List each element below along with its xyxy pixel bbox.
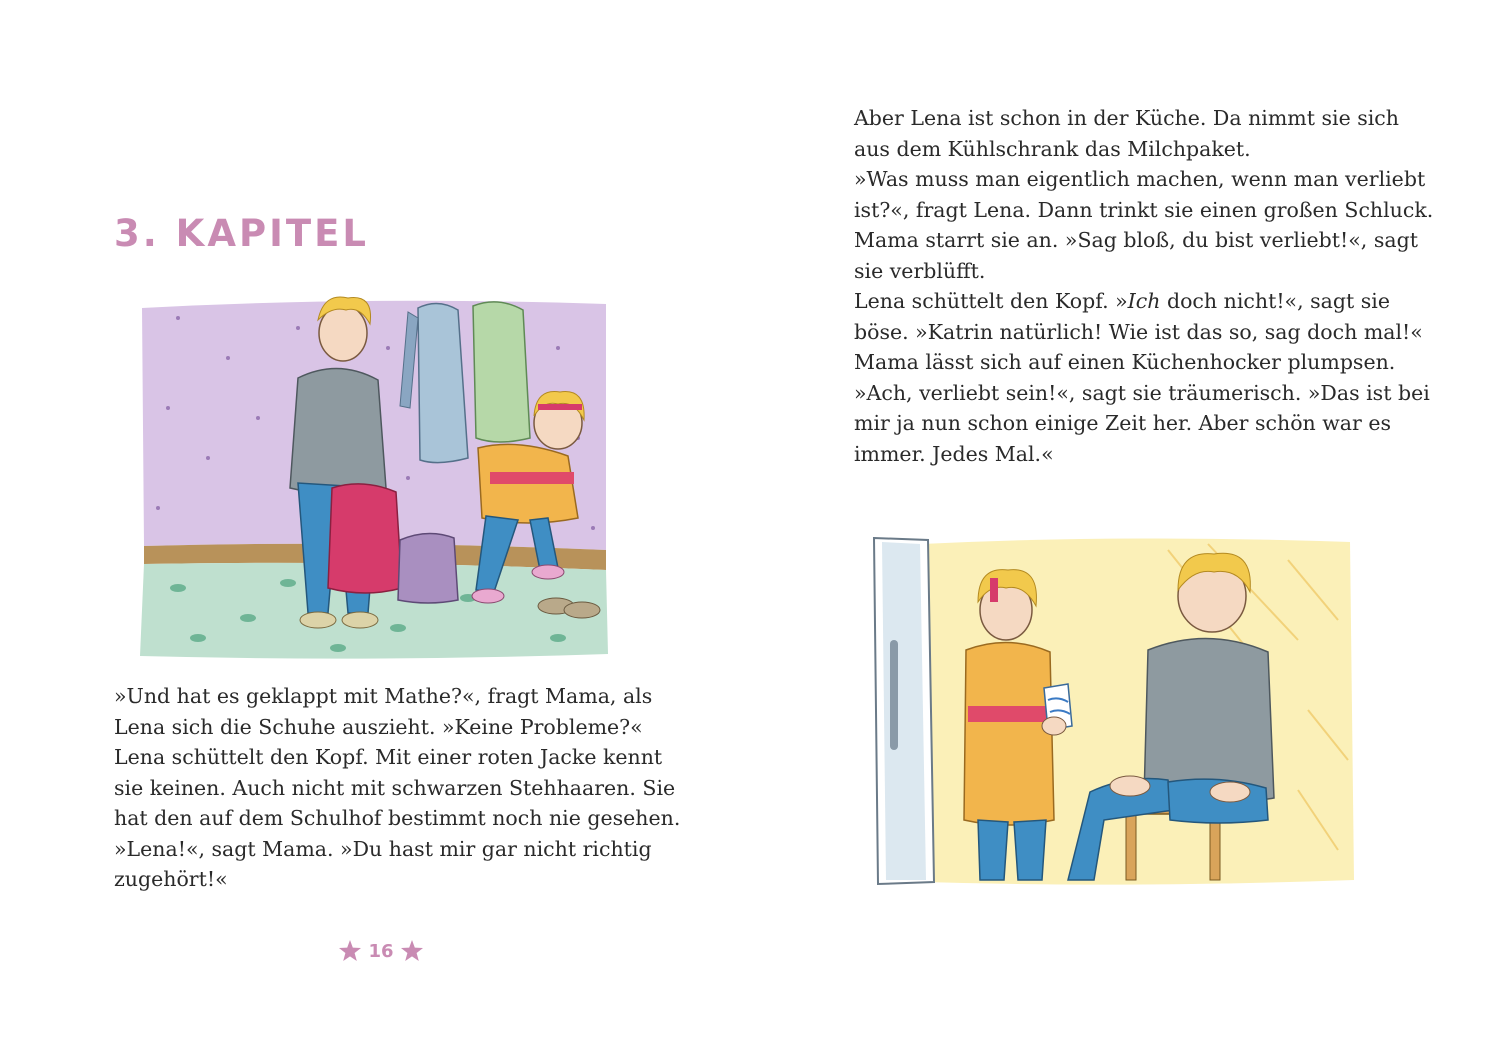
text-segment: doch nicht!«, sagt sie (1160, 289, 1390, 313)
text-line: hat den auf dem Schulhof bestimmt noch nie gesehen. (114, 806, 681, 830)
page-number-text: 16 (368, 940, 394, 962)
star-icon (338, 939, 362, 963)
text-line: immer. Jedes Mal.« (854, 441, 1054, 466)
text-line: Mama lässt sich auf einen Küchenhocker plumpsen. (854, 350, 1396, 374)
text-line: »Was muss man eigentlich machen, wenn man verliebt (854, 167, 1426, 191)
text-line: böse. »Katrin natürlich! Wie ist das so, sag doch mal!« (854, 319, 1423, 344)
text-line: Mama starrt sie an. »Sag bloß, du bist verliebt!«, sagt (854, 228, 1418, 252)
text-line: sie verblüfft. (854, 258, 986, 283)
left-paragraph (114, 681, 681, 895)
text-line: aus dem Kühlschrank das Milchpaket. (854, 136, 1251, 161)
text-line: »Und hat es geklappt mit Mathe?«, fragt Mama, als (114, 684, 653, 708)
text-line (854, 286, 1414, 317)
text-line: sie keinen. Auch nicht mit schwarzen Stehhaaren. Sie (114, 775, 676, 800)
right-page (750, 0, 1500, 1054)
star-icon (400, 939, 424, 963)
chapter-title: 3. KAPITEL (114, 212, 369, 255)
right-paragraph (854, 103, 1434, 469)
text-line: »Lena!«, sagt Mama. »Du hast mir gar nicht richtig (114, 836, 652, 861)
page-number (336, 934, 426, 968)
hallway-illustration (138, 288, 610, 664)
emphasized-word: Ich (1127, 289, 1161, 313)
text-line: ist?«, fragt Lena. Dann trinkt sie einen großen Schluck. (854, 197, 1434, 222)
text-line: Lena sich die Schuhe auszieht. »Keine Probleme?« (114, 714, 643, 739)
text-line: Aber Lena ist schon in der Küche. Da nimmt sie sich (854, 106, 1399, 130)
text-line: Lena schüttelt den Kopf. Mit einer roten Jacke kennt (114, 745, 663, 769)
text-line: mir ja nun schon einige Zeit her. Aber schön war es (854, 411, 1391, 435)
text-segment: Lena schüttelt den Kopf. » (854, 289, 1128, 313)
text-line: zugehört!« (114, 867, 228, 891)
kitchen-illustration (868, 530, 1358, 892)
text-line: »Ach, verliebt sein!«, sagt sie träumerisch. »Das ist bei (854, 380, 1430, 405)
